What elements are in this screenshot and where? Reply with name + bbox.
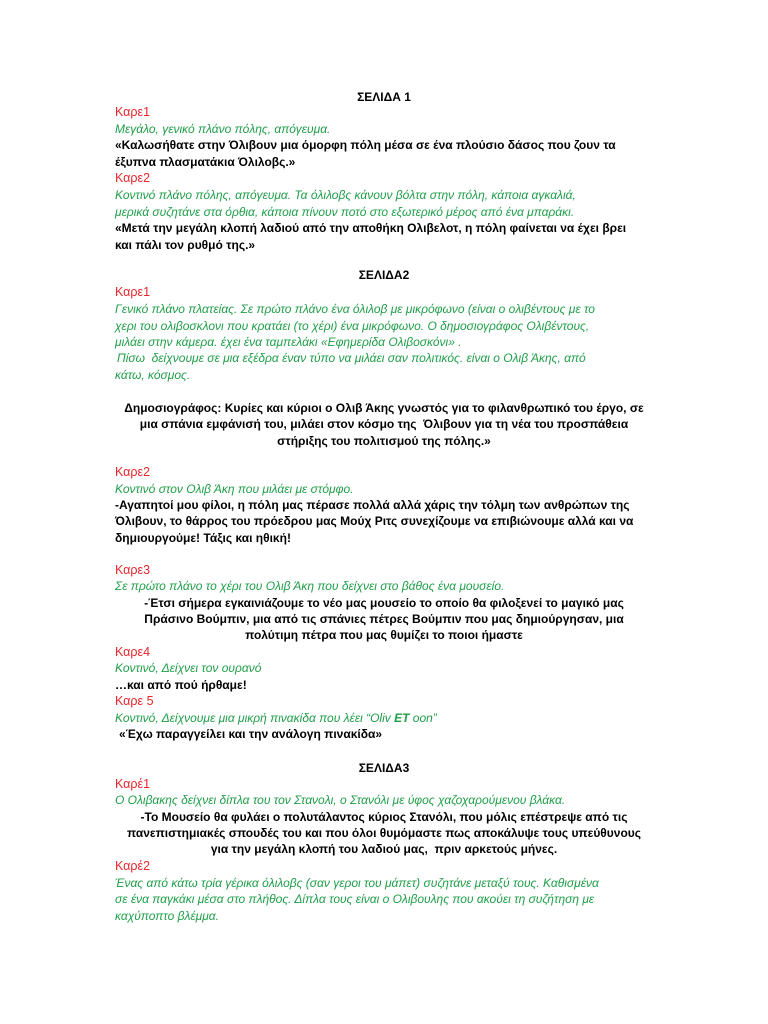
dialogue-line: …και από πού ήρθαμε! [115,678,247,692]
scene-direction: κάτω, κόσμος. [115,368,191,382]
frame-label: Καρε4 [115,645,151,659]
dialogue-line: -Έτσι σήμερα εγκαινιάζουμε το νέο μας μουσείο το οποίο θα φιλοξενεί το μαγικό μας [144,596,624,610]
dialogue-line: Πράσινο Βούμπιν, μια από τις σπάνιες πέτρες Βούμπιν που μας δημιούργησαν, μια [144,612,624,626]
scene-direction: Ένας από κάτω τρία γέρικα όλιλοβς (σαν γεροι του μάπετ) συζητάνε μεταξύ τους. Καθισμένα [115,876,599,890]
frame-label: Καρε1 [115,105,151,119]
dialogue-line: πανεπιστημιακές σπουδές του και που όλοι θυμόμαστε πως αποκάλυψε τους υπεύθυνους [126,826,641,840]
direction-text: Κοντινό, Δείχνουμε μια μικρή πινακίδα που λέει “Oliv [115,711,395,725]
page-heading: ΣΕΛΙΔΑ 1 [357,90,411,104]
scene-direction: σε ένα παγκάκι μέσα στο πλήθος. Δίπλα τους είναι ο Ολιβουλης που ακούει τη συζήτηση με [115,892,595,906]
scene-direction: Κοντινό πλάνο πόλης, απόγευμα. Τα όλιλοβς κάνουν βόλτα στην πόλη, κάποια αγκαλιά, [115,188,576,202]
scene-direction: μιλάει στην κάμερα. έχει ένα ταμπελάκι «Εφημερίδα Ολιβοσκόνι» . [115,335,462,349]
frame-label: Καρε3 [115,563,151,577]
dialogue-line: Δημοσιογράφος: Κυρίες και κύριοι ο Ολιβ Άκης γνωστός για το φιλανθρωπικό του έργο, σε [124,401,644,415]
dialogue-line: δημιουργούμε! Τάξις και ηθική! [115,531,291,545]
dialogue-line: μια σπάνια εμφάνισή του, μιλάει στον κόσμο της Όλιβουν για τη νέα του προσπάθεια [139,417,629,431]
dialogue-line: «Καλωσήθατε στην Όλιβουν μια όμορφη πόλη μέσα σε ένα πλούσιο δάσος που ζουν τα [115,138,616,152]
scene-direction [115,710,653,726]
dialogue-line: «Έχω παραγγείλει και την ανάλογη πινακίδα» [119,727,383,741]
page-heading: ΣΕΛΙΔΑ2 [358,268,410,282]
sign-text-emphasis: ET [394,711,410,725]
scene-direction: Ο Ολιβακης δείχνει δίπλα του τον Στανολι, ο Στανόλι με ύφος χαζοχαρούμενου βλάκα. [115,793,566,807]
frame-label: Καρε 5 [115,694,154,708]
frame-label: Καρέ1 [115,777,151,791]
scene-direction: χερι του ολιβοσκλονι που κρατάει (το χέρι) ένα μικρόφωνο. Ο δημοσιογράφος Ολιβέντους, [115,319,590,333]
scene-direction: Κοντινό στον Ολιβ Άκη που μιλάει με στόμφο. [115,482,354,496]
direction-text: oon” [409,711,437,725]
scene-direction: μερικά συζητάνε στα όρθια, κάποια πίνουν ποτό στο εξωτερικό μέρος από ένα μπαράκι. [115,205,575,219]
scene-direction: Κοντινό, Δείχνει τον ουρανό [115,661,262,675]
scene-direction: Γενικό πλάνο πλατείας. Σε πρώτο πλάνο ένα όλιλοβ με μικρόφωνο (είναι ο ολιβέντους με το [115,302,595,316]
frame-label: Καρε2 [115,171,151,185]
frame-label: Καρέ2 [115,859,151,873]
frame-label: Καρε1 [115,285,151,299]
frame-label: Καρε2 [115,465,151,479]
scene-direction: Μεγάλο, γενικό πλάνο πόλης, απόγευμα. [115,122,331,136]
dialogue-line: -Αγαπητοί μου φίλοι, η πόλη μας πέρασε πολλά αλλά χάρις την τόλμη των ανθρώπων της [115,498,630,512]
dialogue-line: πολύτιμη πέτρα που μας θυμίζει το ποιοι ήμαστε [245,628,523,642]
page-heading: ΣΕΛΙΔΑ3 [358,761,410,775]
scene-direction: Σε πρώτο πλάνο το χέρι του Ολιβ Άκη που δείχνει στο βάθος ένα μουσείο. [115,579,505,593]
dialogue-line: στήριξης του πολιτισμού της πόλης.» [277,434,491,448]
scene-direction: Πίσω δείχνουμε σε μια εξέδρα έναν τύπο να μιλάει σαν πολιτικός. είναι ο Ολιβ Άκης, από [117,351,586,365]
scene-direction: καχύποπτο βλέμμα. [115,909,219,923]
dialogue-line: έξυπνα πλασματάκια Όλιλοβς.» [115,155,296,169]
dialogue-line: για την μεγάλη κλοπή του λαδιού μας, πριν αρκετούς μήνες. [210,842,558,856]
dialogue-line: Όλιβουν, το θάρρος του πρόεδρου μας Μούχ Ριτς συνεχίζουμε να επιβιώνουμε αλλά και να [115,514,634,528]
dialogue-line: «Μετά την μεγάλη κλοπή λαδιού από την αποθήκη Ολιβελοτ, η πόλη φαίνεται να έχει βρει [115,221,627,235]
dialogue-line: -Το Μουσείο θα φυλάει ο πολυτάλαντος κύριος Στανόλι, που μόλις επέστρεψε από τις [140,810,628,824]
dialogue-line: και πάλι τον ρυθμό της.» [115,238,256,252]
